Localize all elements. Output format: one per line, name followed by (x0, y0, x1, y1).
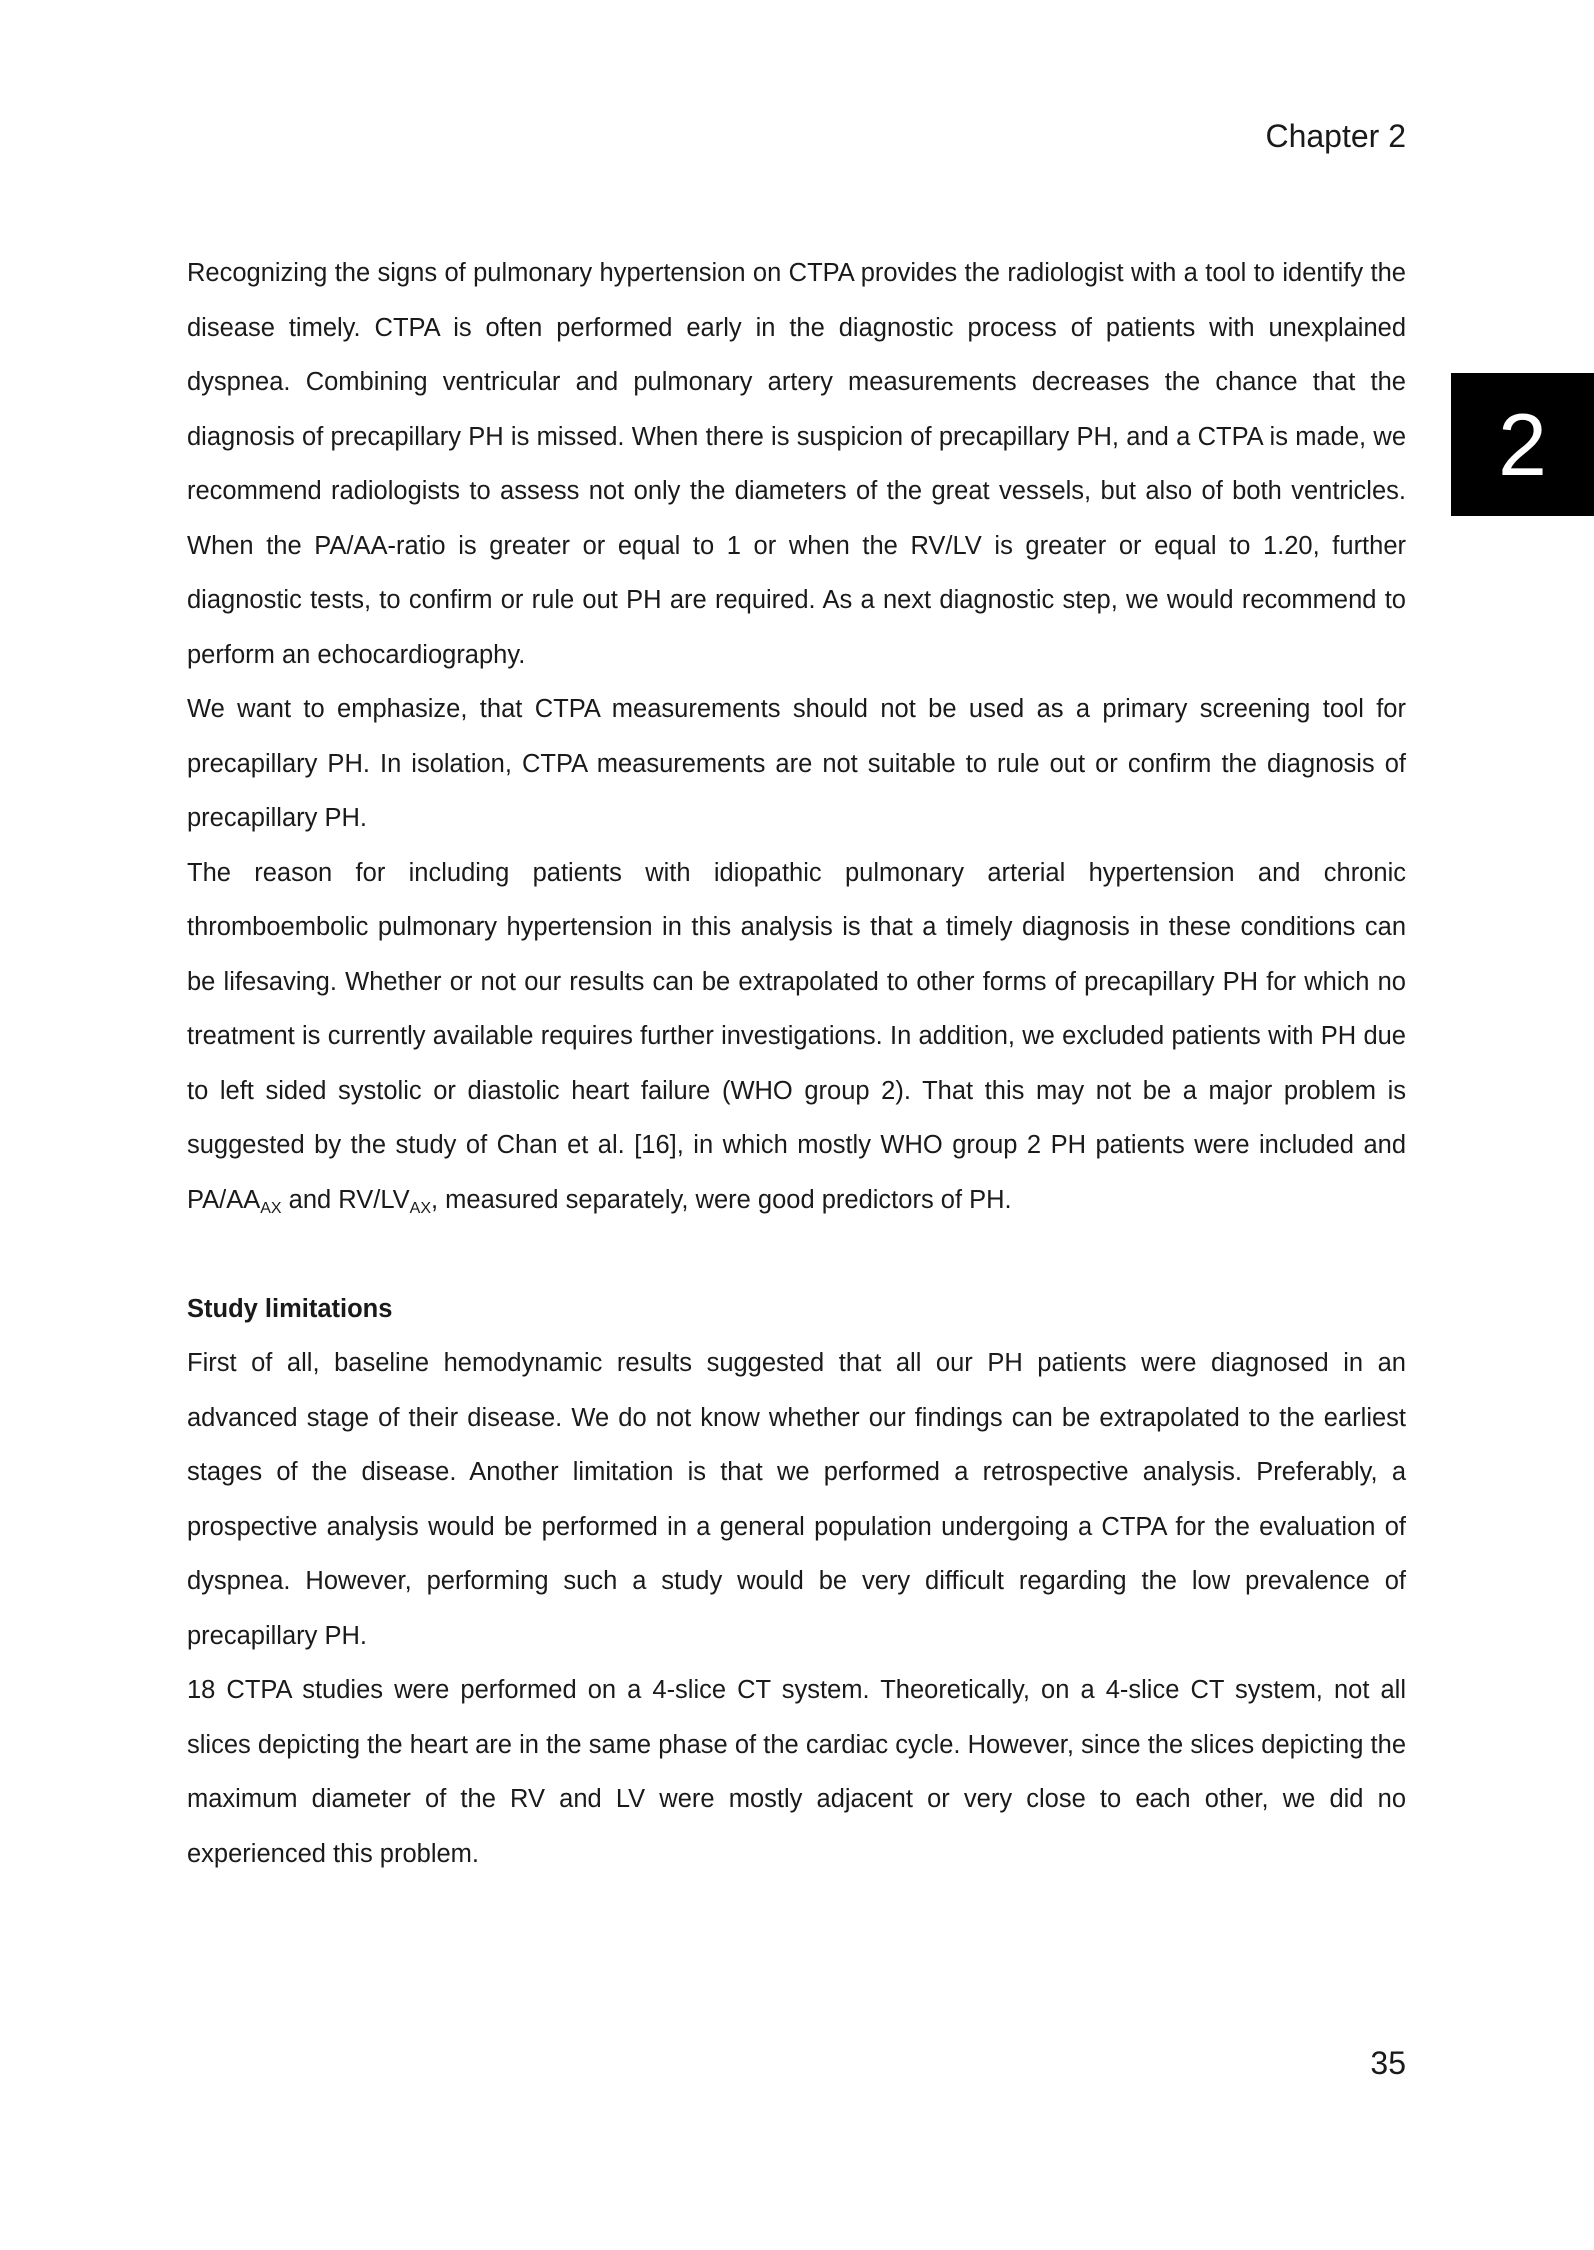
paragraph-limitations-disease-stage: First of all, baseline hemodynamic results suggested that all our PH patients were diagnosed in an advanced stage of their disease. We do not know whether our findings can be extrapolated to the earliest stages of the disease. Another limitation is that we performed a retrospective analysis. Preferably, a prospective analysis would be performed in a general population undergoing a CTPA for the evaluation of dyspnea. However, performing such a study would be very difficult regarding the low prevalence of precapillary PH. (187, 1349, 1406, 1650)
paragraph-patient-inclusion-part1: The reason for including patients with idiopathic pulmonary arterial hypertension and chronic thromboembolic pulmonary hypertension in this analysis is that a timely diagnosis in these conditions can be lifesaving. Whether or not our results can be extrapolated to other forms of precapillary PH for which no treatment is currently available requires further investigations. In addition, we excluded patients with PH due to left sided systolic or diastolic heart failure (WHO group 2). That this may not be a major problem is suggested by the study of Chan et al. [16], in which mostly WHO group 2 PH patients were included and PA/AA (187, 858, 1406, 1214)
subscript-ax-2: AX (409, 1199, 431, 1217)
paragraph-patient-inclusion-part2: and RV/LV (281, 1185, 410, 1214)
section-spacer (187, 1227, 1406, 1282)
paragraph-patient-inclusion-part3: , measured separately, were good predictors of PH. (430, 1185, 1012, 1214)
paragraph-screening-caution: We want to emphasize, that CTPA measurements should not be used as a primary screening tool for precapillary PH. In isolation, CTPA measurements are not suitable to rule out or confirm the diagnosis of precapillary PH. (187, 695, 1406, 832)
section-heading-study-limitations: Study limitations (187, 1294, 393, 1323)
running-header-title: Chapter 2 (1265, 118, 1406, 154)
chapter-thumb-tab: 2 (1451, 373, 1594, 516)
subscript-ax-1: AX (260, 1199, 282, 1217)
page-number: 35 (1370, 2045, 1406, 2081)
paragraph-limitations-ct-system: 18 CTPA studies were performed on a 4-slice CT system. Theoretically, on a 4-slice CT system, not all slices depicting the heart are in the same phase of the cardiac cycle. However, since the slices depicting the maximum diameter of the RV and LV were mostly adjacent or very close to each other, we did no experienced this problem. (187, 1676, 1406, 1868)
paragraph-ctpa-signs: Recognizing the signs of pulmonary hypertension on CTPA provides the radiologist with a tool to identify the disease timely. CTPA is often performed early in the diagnostic process of patients with unexplained dyspnea. Combining ventricular and pulmonary artery measurements decreases the chance that the diagnosis of precapillary PH is missed. When there is suspicion of precapillary PH, and a CTPA is made, we recommend radiologists to assess not only the diameters of the great vessels, but also of both ventricles. When the PA/AA-ratio is greater or equal to 1 or when the RV/LV is greater or equal to 1.20, further diagnostic tests, to confirm or rule out PH are required. As a next diagnostic step, we would recommend to perform an echocardiography. (187, 259, 1406, 669)
paragraph-patient-inclusion (187, 846, 1406, 1228)
body-text (187, 246, 1406, 1881)
